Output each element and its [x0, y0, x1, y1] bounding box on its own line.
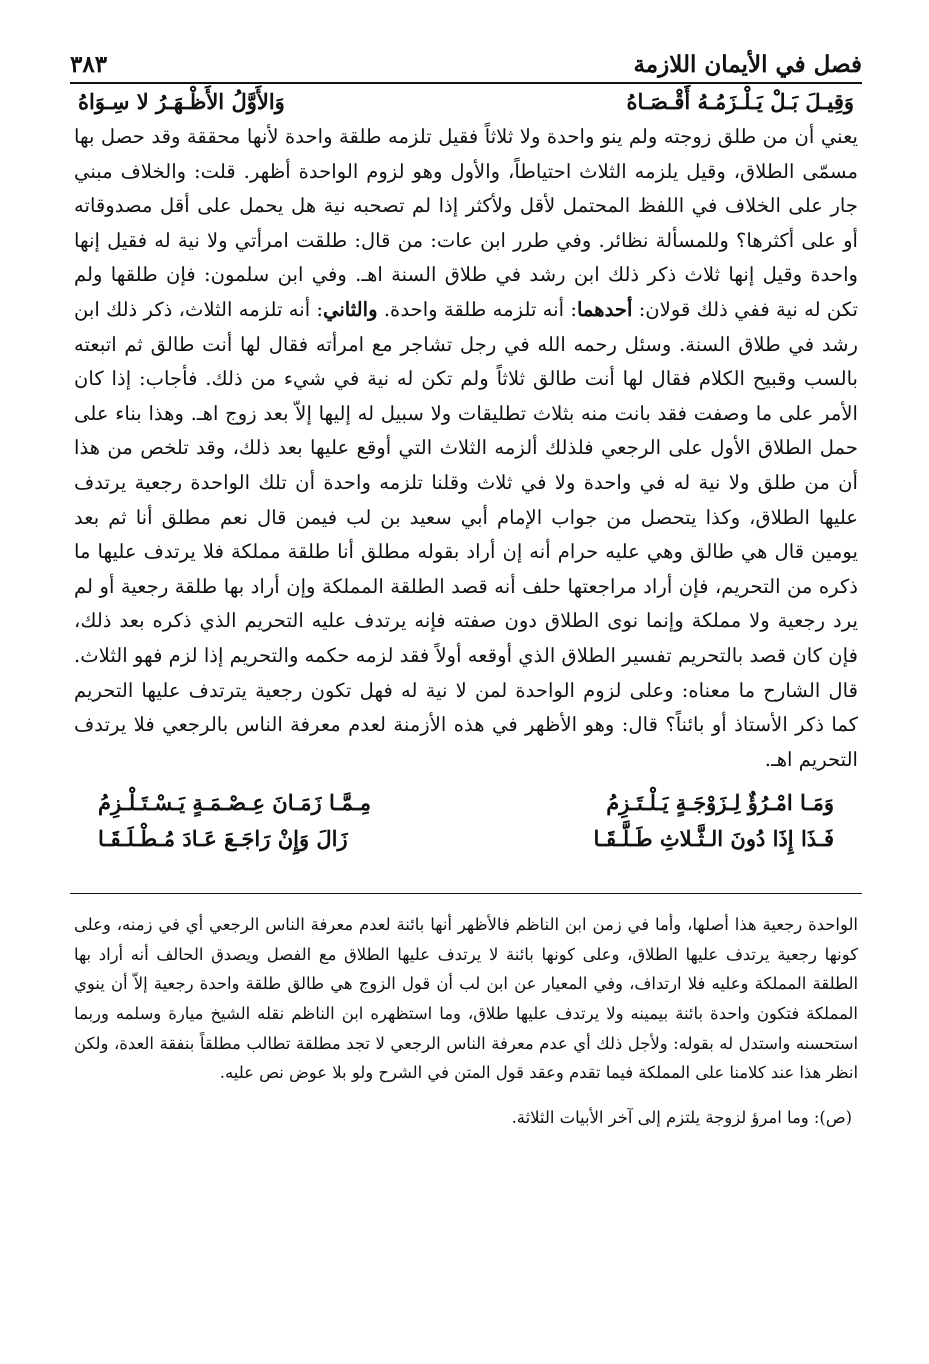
commentary-part-1: يعني أن من طلق زوجته ولم ينو واحدة ولا ثلاثاً فقيل تلزمه طلقة واحدة لأنها محققة وقد حصل بها مسمّى الطلاق، وقيل يلزمه الثلاث احتياطاً، والأول وهو لزوم الواحدة أظهر. قلت: والخلاف مبني جار على الخلاف في اللفظ المحتمل لأقل ولأكثر إذا لم تصحبه نية هل يحمل على أقل مصدوقاته أو على أكثرها؟ وللمسألة نظائر. وفي طرر ابن عات: من قال: طلقت امرأتي ولا نية له فقيل إنها واحدة وقيل إنها ثلاث ذكر ذلك ابن رشد في طلاق السنة اهـ. وفي ابن سلمون: فإن طلقها ولم تكن له نية ففي ذلك قولان:	[74, 125, 859, 321]
poem-line-2-right: فَـذَا إِذَا دُونَ الـثَّـلاثِ طَـلَّـقَـا	[593, 826, 834, 852]
commentary-part-3: : أنه تلزمه الثلاث، ذكر ذلك ابن رشد في طلاق السنة. وسئل رحمه الله في رجل تشاجر مع امرأته فقال لها أنت طالق ثم اتبعته بالسب وقبيح الكلام فقال لها أنت طالق ثلاثاً ولم تكن له نية في شيء من ذلك. فأجاب: إذا كان الأمر على ما وصفت فقد بانت منه بثلاث تطليقات ولا سبيل له إليها إلاّ بعد زوج اهـ. وهذا بناء على حمل الطلاق الأول على الرجعي فلذلك ألزمه الثلاث التي أوقع عليها بعد ذلك، وقد تلخص من هذا أن من طلق ولا نية له في واحدة ولا في ثلاث وقلنا تلزمه واحدة أن تلك الواحدة رجعية يرتدف عليها الطلاق، وكذا يتحصل من جواب الإمام أبي سعيد بن لب فيمن قال نعم مطلق أنا ثم بعد يومين قال هي طالق وهي عليه حرام أنه إن أراد بقوله مطلق أنا طلقة مملكة فلا يرتدف عليها ما ذكره من التحريم، فإن أراد مراجعتها حلف أنه قصد الطلقة المملكة وإن أراد بها طلقة رجعية أو لم يرد رجعية ولا مملكة وإنما نوى الطلاق دون صفته فإنه يرتدف عليه التحريم الذي ذكره بعد ذلك، فإن كان قصد بالتحريم تفسير الطلاق الذي أوقعه أولاً فقد لزمه حكمه والتحريم إذا لزم فهو الثلاث. قال الشارح ما معناه: وعلى لزوم الواحدة لمن لا نية له فهل تكون رجعية يترتدف عليها التحريم كما ذكر الأستاذ أو بائناً؟ قال: وهو الأظهر في هذه الأزمنة لعدم معرفة الناس بالرجعي فلا يرتدف التحريم اهـ.	[74, 297, 858, 771]
book-page	[70, 38, 862, 1132]
poem-line-1	[90, 785, 842, 821]
page-number: ٣٨٣	[70, 51, 108, 78]
verse-hemistich-left: وَالأَوَّلُ الأَظْـهَـرُ لا سِـوَاهُ	[78, 89, 285, 114]
poem-line-1-left: مِـمَّـا زَمَـانَ عِـصْـمَـةٍ يَـسْـتَـلْـزِمُ	[98, 790, 372, 816]
footnote-text: الواحدة رجعية هذا أصلها، وأما في زمن ابن الناظم فالأظهر أنها بائنة لعدم معرفة الناس الرجعي أي في زمنه، وعلى كونها رجعية يرتدف عليها الطلاق، وعلى كونها بائنة لا يرتدف عليها الطلاق مع الفصل ويصدق الحالف أنه أراد بها الطلقة المملكة وعليه فلا ارتداف، وفي المعيار عن ابن لب أن قول الزوج هي طالق طلقة واحدة رجعية إلاّ أن ينوي المملكة فتكون واحدة بائنة بيمينه ولا يرتدف عليها طلاق، وما استظهره ابن الناظم نقله الشيخ ميارة وسلمه وربما استحسنه واستدل له بقوله: ولأجل ذلك أي عدم معرفة الناس الرجعي لا تجد مطلقة تطالب مطلقاً بنفقة العدة، ولكن انظر هذا عند كلامنا على المملكة فيما تقدم وعقد قول المتن في الشرح ولو بلا عوض نص عليه.	[74, 915, 858, 1083]
poem-line-2	[90, 821, 842, 857]
running-header	[70, 38, 862, 84]
second-opinion-label: والثاني	[323, 297, 378, 321]
commentary-paragraph	[70, 120, 862, 777]
commentary-part-2: : أنه تلزمه طلقة واحدة.	[383, 297, 577, 321]
poem-line-1-right: وَمَـا امْـرُؤٌ لِـزَوْجَـةٍ يَـلْـتَـزِمُ	[606, 790, 834, 816]
verse-hemistich-right: وَقِيـلَ بَـلْ يَـلْـزَمُـهُ أَقْـصَـاهُ	[626, 89, 854, 114]
chapter-title: فصل في الأيمان اللازمة	[633, 51, 862, 78]
source-text: : وما امرؤ لزوجة يلتزم إلى آخر الأبيات الثلاثة.	[511, 1107, 820, 1127]
poem-block	[70, 785, 862, 857]
footnote-divider	[70, 893, 862, 894]
first-opinion-label: أحدهما	[576, 297, 633, 321]
top-verse	[70, 84, 862, 120]
poem-line-2-left: زَالَ وَإِنْ رَاجَـعَ عَـادَ مُـطْـلَـقَـا	[98, 826, 348, 852]
source-tag: (ص)	[819, 1107, 852, 1127]
footnote-source-line	[70, 1104, 862, 1132]
